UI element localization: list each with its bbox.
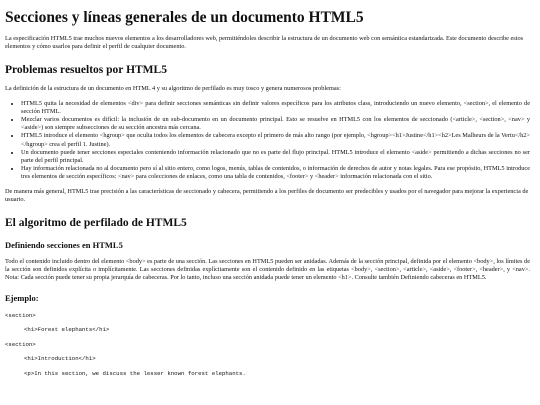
list-item: • Un documento puede tener secciones especiales conteniendo información relacionado que no es parte del flujo principal. HTML5 introduce el elemento <aside> permitiendo a dichas secciones no ser parte del perfil principal. (21, 149, 530, 165)
intro-paragraph: La especificación HTML5 trae muchos nuevos elementos a los desarrolladores web, permitiéndoles describir la estructura de un documento web con semántica estandarizada. Este documento describe estos elementos y cómo usarlos para definir el perfil de cualquier documento. (5, 35, 524, 51)
problems-heading: Problemas resueltos por HTML5 (5, 64, 167, 77)
algorithm-body: Todo el contenido incluido dentro del elemento <body> es parte de una sección. Las secciones en HTML5 pueden ser anidadas. Además de la sección principal, definida por el elemento <body>, los límites de la sección son definidos explícita o implícitamente. Las secciones definidas explícitamente son el contenido definido en las etiquetas <body>, <section>, <article>, <aside>, <footer>, <header>, y <nav>. Nota: Cada sección puede tener su propia jerarquía de cabeceras. Por lo tanto, incluso una sección anidada puede tener un elemento <h1>. Consulte también Definiendo cabeceras en HTML5. (5, 258, 530, 282)
page-title: Secciones y líneas generales de un documento HTML5 (5, 9, 364, 26)
list-item: • Mezclar varios documentos es difícil: la inclusión de un sub-documento en un documento principal. Esto se resuelve en HTML5 con los elementos de seccionado (<article>, <section>, <nav> y <aside>) son siempre subsecciones de su sección ancestra más cercana. (21, 116, 530, 132)
problems-closing: De manera más general, HTML5 trae precisión a las características de seccionado y cabecera, permitiendo a los perfiles de documento ser predecibles y usados por el navegador para mejorar la experiencia de usuario. (5, 187, 529, 203)
problems-lead: La definición de la estructura de un documento en HTML 4 y su algoritmo de perfilado es muy tosco y genera numerosos problemas: (5, 85, 341, 93)
list-item: • Hay información relacionada no al documento pero sí al sitio entero, como logos, menús, tablas de contenidos, o información de derechos de autor y notas legales. Para ese propósito, HTML5 introduce tres elementos de sección específicos: <nav> para colecciones de enlaces, como una tabla de contenidos, <footer> y <header> información relacionada con el sitio. (21, 165, 530, 181)
code-line: <section> (5, 311, 36, 319)
algorithm-heading: El algoritmo de perfilado de HTML5 (5, 217, 187, 230)
code-line: <section> (5, 340, 36, 348)
defining-sections-subheading: Definiendo secciones en HTML5 (5, 240, 123, 251)
code-example (5, 312, 530, 377)
list-item: • HTML5 quita la necesidad de elementos <div> para definir secciones semánticas sin definir valores específicos para los atributos class, introduciendo un nuevo elemento, <section>, el elemento de sección HTML. (21, 100, 530, 116)
code-line: <h1>Introduction</h1> (24, 355, 96, 363)
code-line: <h1>Forest elephants</h1> (24, 326, 110, 334)
code-line: <p>In this section, we discuss the lesser known forest elephants. (24, 369, 246, 377)
list-item: • HTML5 introduce el elemento <hgroup> que oculta todos los elementos de cabecera excepto el primero de más alto rango (por ejemplo, <hgroup><h1>Justine</h1><h2>Les Malheurs de la Vertu</h2></hgroup> crea el perfil 1. Justine). (21, 132, 530, 148)
problems-list (5, 100, 530, 182)
example-label: Ejemplo: (5, 292, 39, 303)
